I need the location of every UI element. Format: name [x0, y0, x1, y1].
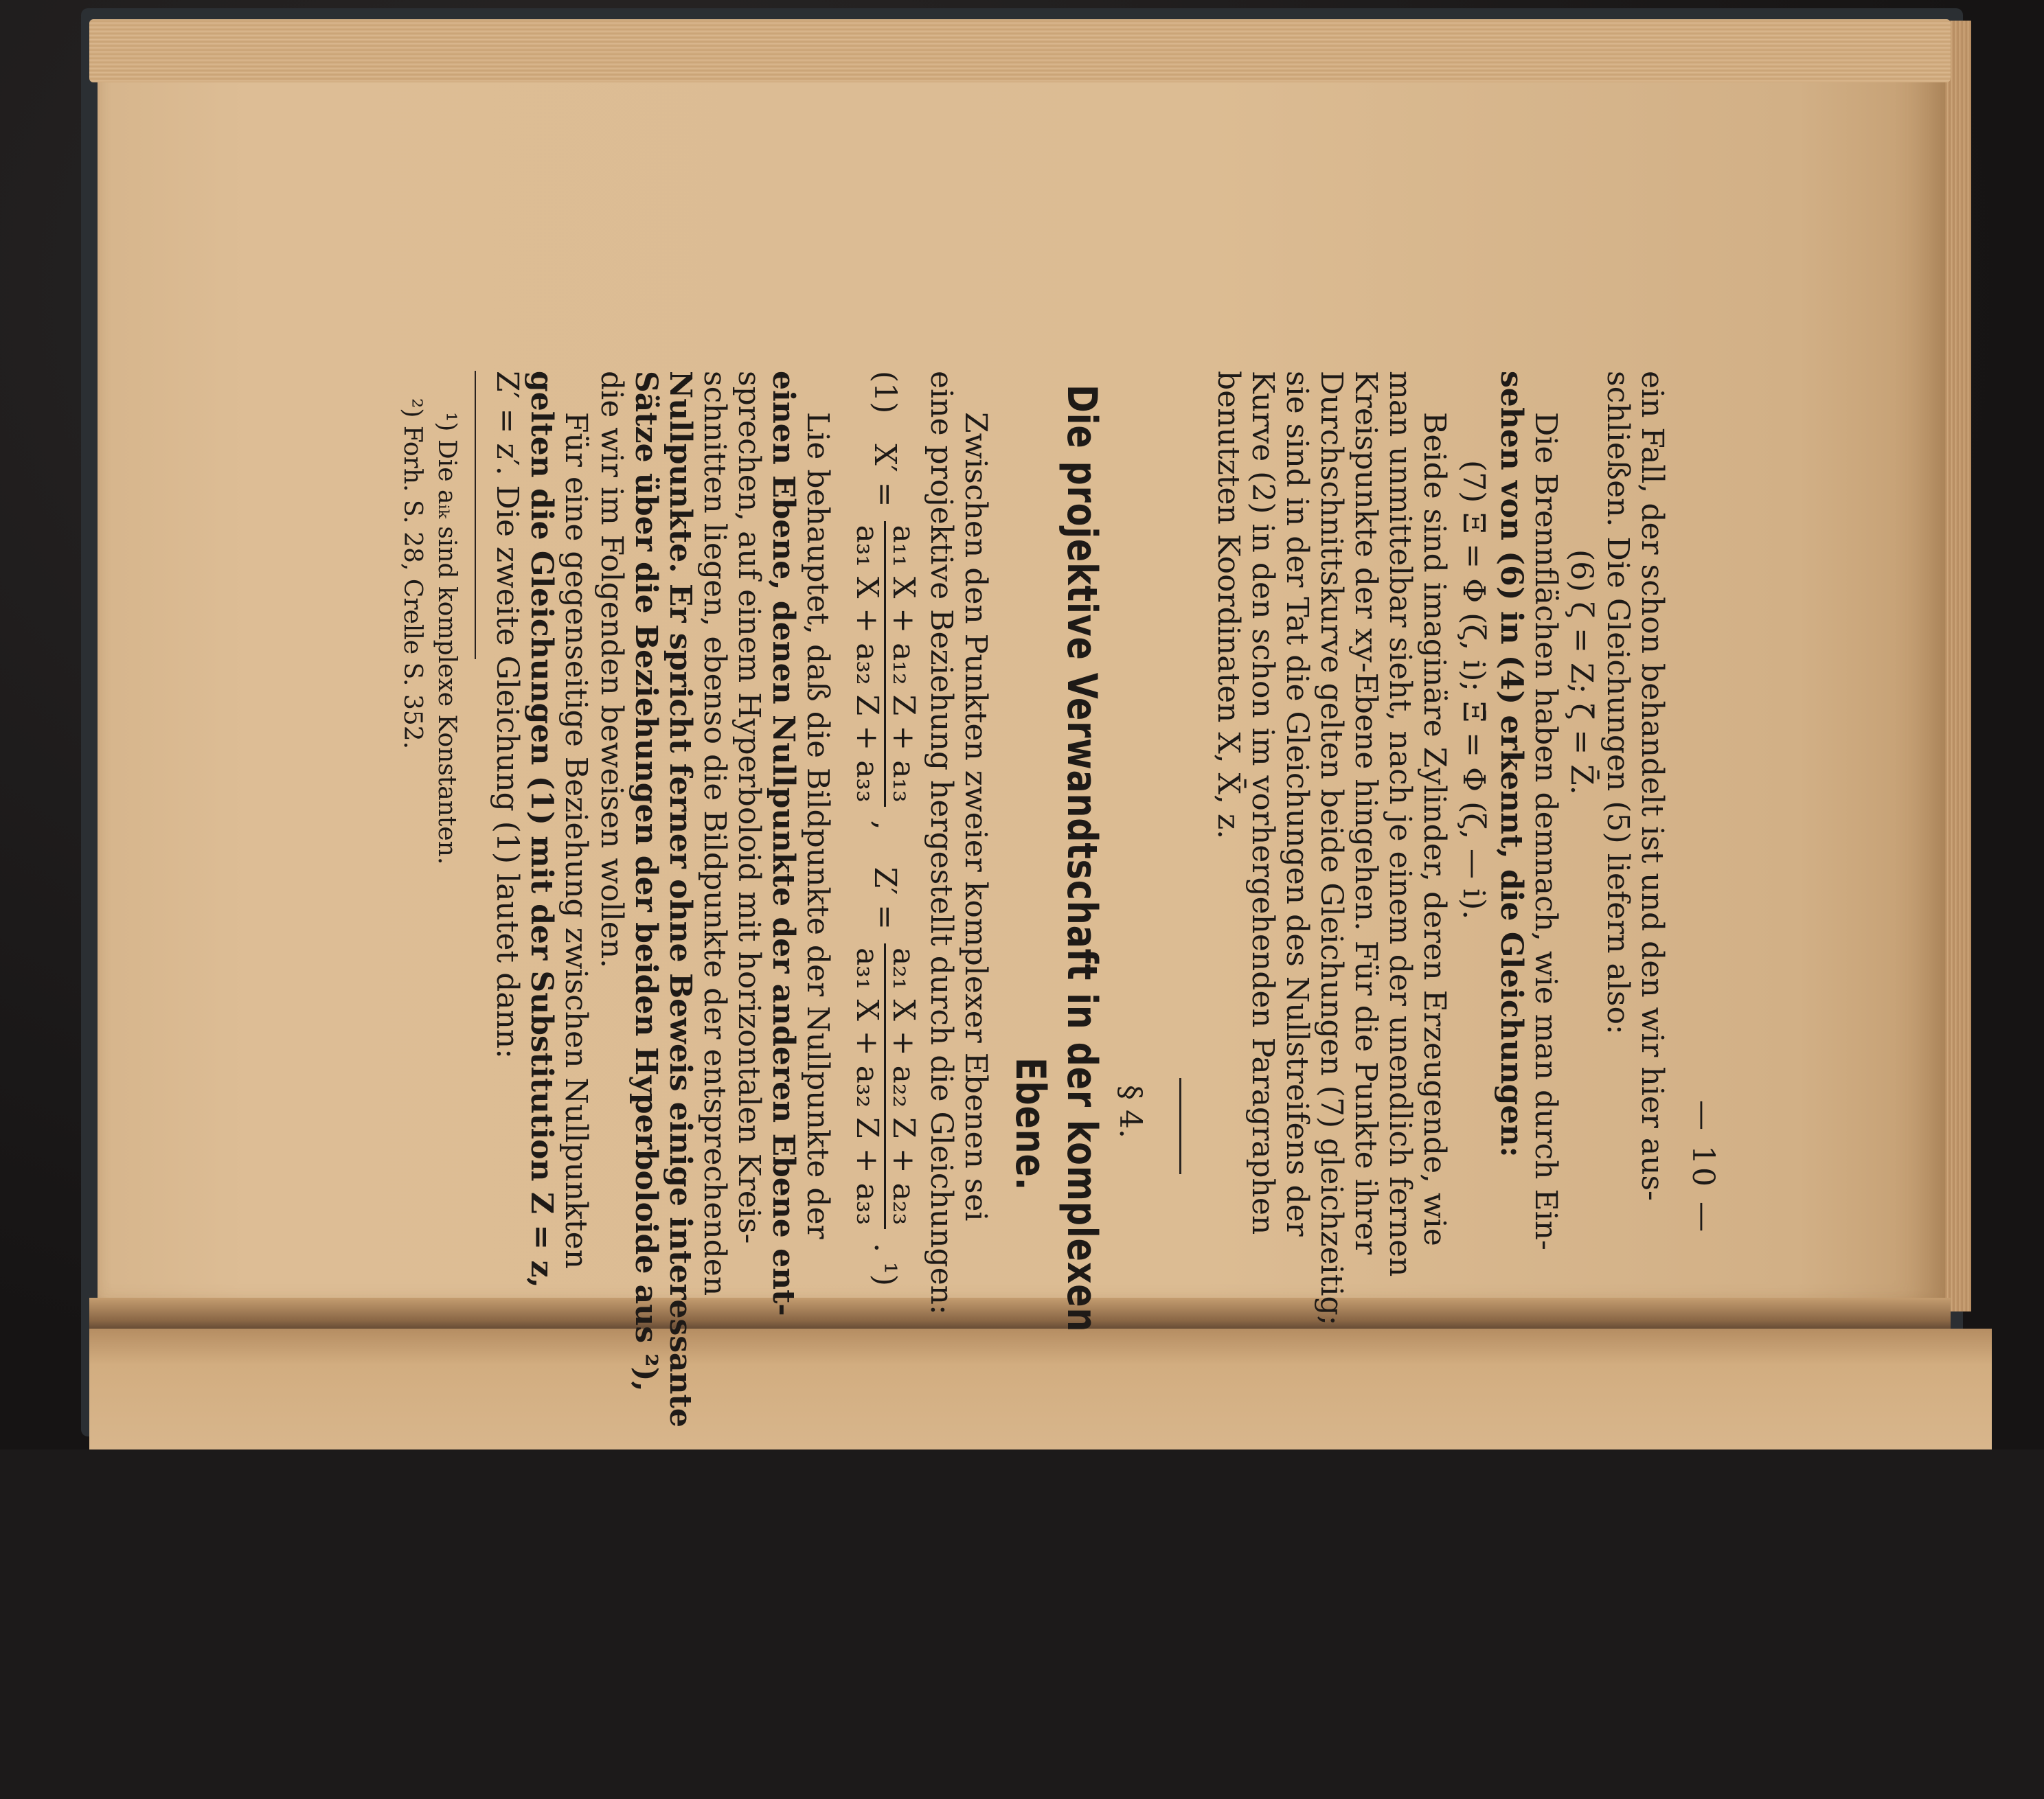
text-line: man unmittelbar sieht, nach je einem der unendlich fernen	[1383, 371, 1418, 1277]
equation-1-lhs-x: X′ =	[867, 444, 903, 507]
text-line: Zwischen den Punkten zweier komplexer Ebenen sei	[958, 412, 993, 1222]
fraction-z	[850, 943, 920, 1229]
text-line: Für eine gegenseitige Beziehung zwischen Nullpunkten	[558, 412, 593, 1269]
footnote-2: ²) Forh. S. 28, Crelle S. 352.	[398, 398, 427, 750]
text-line: Nullpunkte. Er spricht ferner ohne Beweis einige interessante	[663, 371, 698, 1428]
section-rule	[1179, 1078, 1181, 1174]
text-line: einen Ebene, denen Nullpunkte der anderen Ebene ent-	[766, 371, 801, 1316]
equation-1	[845, 371, 920, 1286]
rotated-text-block	[306, 371, 1734, 1799]
text-line: Sätze über die Beziehungen der beiden Hyperboloide aus ²),	[628, 371, 663, 1392]
fraction-z-numerator: a₂₁ X + a₂₂ Z + a₂₃	[884, 943, 920, 1229]
equation-7: (7) Ξ = Φ (ζ, i); Ξ̄ = Φ (ζ, — i).	[1456, 460, 1491, 920]
text-line: sie sind in der Tat die Gleichungen des Nullstreifens der	[1280, 371, 1315, 1237]
section-title-line-2: Ebene.	[1006, 1057, 1054, 1191]
section-title-line-1: Die projektive Verwandtschaft in der komplexen	[1058, 385, 1106, 1333]
text-line: benutzten Koordinaten X, X̄, z.	[1211, 371, 1246, 840]
text-line: die wir im Folgenden beweisen wollen.	[594, 371, 629, 969]
text-line: Die Brennflächen haben demnach, wie man durch Ein-	[1528, 412, 1563, 1250]
fraction-x-numerator: a₁₁ X + a₁₂ Z + a₁₃	[884, 521, 920, 807]
equation-1-lhs-z: Z′ =	[867, 867, 903, 930]
footnote-1: ¹) Die aᵢₖ sind komplexe Konstanten.	[433, 412, 461, 865]
text-line: sprechen, auf einem Hyperboloid mit horizontalen Kreis-	[731, 371, 766, 1244]
page-edges-right	[1944, 21, 1971, 1311]
fraction-x-denominator: a₃₁ X + a₃₂ Z + a₃₃	[850, 525, 885, 803]
fraction-x	[850, 521, 920, 807]
text-line: Z′ = z′. Die zweite Gleichung (1) lautet dann:	[490, 371, 525, 1059]
footnote-rule	[475, 371, 476, 659]
section-number: § 4.	[1113, 1085, 1148, 1138]
text-line: gelten die Gleichungen (1) mit der Substitution Z = z,	[524, 371, 559, 1288]
text-line: eine projektive Beziehung hergestellt durch die Gleichungen:	[924, 371, 959, 1315]
text-line: Lie behauptet, daß die Bildpunkte der Nullpunkte der	[800, 412, 835, 1239]
text-line: Kreispunkte der xy-Ebene hingehen. Für die Punkte ihrer	[1348, 371, 1383, 1255]
text-line: sehen von (6) in (4) erkennt, die Gleichungen:	[1494, 371, 1529, 1158]
text-line: schnitten liegen, ebenso die Bildpunkte der entsprechenden	[697, 371, 732, 1296]
equation-6: (6) ζ = Z; ζ̄ = Z̄.	[1564, 549, 1599, 795]
text-line: schließen. Die Gleichungen (5) liefern also:	[1600, 371, 1635, 1035]
text-line: Beide sind imaginäre Zylinder, deren Erzeugende, wie	[1417, 412, 1452, 1246]
equation-1-label: (1)	[867, 371, 903, 414]
equation-1-separator: ,	[867, 820, 903, 830]
fraction-z-denominator: a₃₁ X + a₃₂ Z + a₃₃	[850, 948, 885, 1226]
text-line: Kurve (2) in den schon im vorhergehenden Paragraphen	[1245, 371, 1280, 1235]
page-edges-top	[89, 19, 1951, 82]
equation-1-tail: . ¹)	[867, 1243, 903, 1286]
page-number: — 10 —	[1685, 1100, 1721, 1235]
page-content	[306, 371, 1734, 1799]
text-line: Durchschnittskurve gelten beide Gleichungen (7) gleichzeitig;	[1314, 371, 1349, 1326]
text-line: ein Fall, der schon behandelt ist und den wir hier aus-	[1635, 371, 1670, 1201]
